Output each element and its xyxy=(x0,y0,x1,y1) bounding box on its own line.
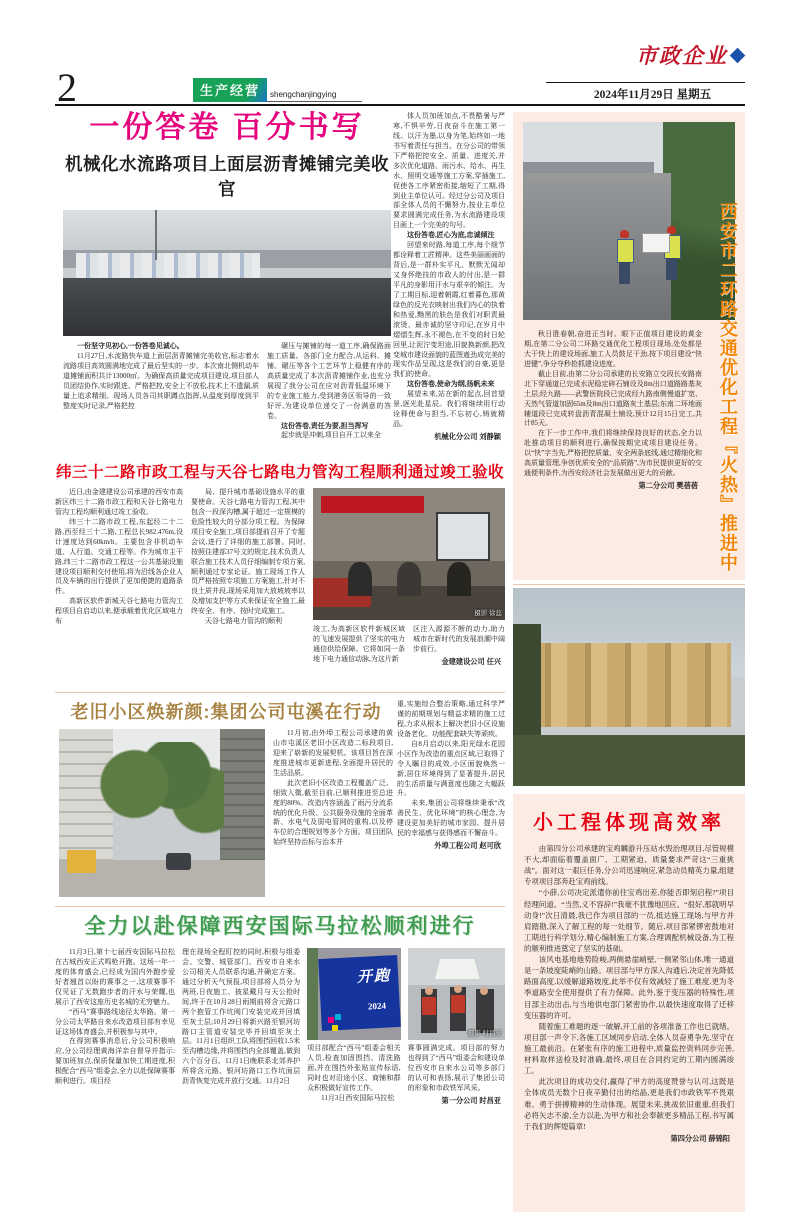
paragraph: 一份坚守见初心,一份答卷见诚心。 xyxy=(77,342,184,350)
article1-col3 xyxy=(393,112,505,460)
section-pinyin: shengchanjingying xyxy=(267,90,362,102)
paragraph: 此次老旧小区改造工程覆盖广泛、细致入微,截至目前,已顺利推进至总进度的80%。改造内容涵盖了雨污分流系统的优化升级、公共服务设施的全面革新、水电气及弱电管网的重构,以及停车位的合理规划等多个方面。项目团队始终坚持治标与治本并 xyxy=(273,778,393,847)
photo-person xyxy=(447,562,471,596)
paragraph: 区注入源源不断的动力,助力城市在新时代的发展浪潮中阔步前行。 xyxy=(413,625,505,653)
paragraph: 自8月启动以来,阳光绿水花园小区作为改造的重点区域,已取得了令人瞩目的成效,小区面貌焕然一新,居住环境得到了显著提升,居民的生活质量与满意度也随之大幅跃升。 xyxy=(397,739,505,798)
article-ring-road xyxy=(513,112,745,580)
article6-byline: 第四分公司 薛锦阳 xyxy=(670,1133,730,1143)
article3-columns xyxy=(55,488,505,686)
photo-green-hill xyxy=(513,735,745,786)
paragraph: 展望未来,站在新的起点,回首望景,逐光赴星辰。我们将继续用行动诠释使命与担当,不忘初心,铸就精品。 xyxy=(393,390,505,429)
article1-subtitle: 机械化水流路项目上面层沥青摊铺完美收官 xyxy=(65,154,389,199)
billboard-year: 2024 xyxy=(367,1000,386,1012)
photo-credit: 摄影 时昌亚 xyxy=(467,1030,502,1037)
article5-byline: 第一分公司 时昌亚 xyxy=(441,1095,501,1105)
paragraph: 秋日胜春朝,奋进正当时。眼下正值项目建设的黄金期,在第二分公司二环路交通优化工程项目现场,处处都是大干快上的建设场面,施工人员鼓足干劲,按下项目建设“快进键”,争分夺秒抢抓建设进度。 xyxy=(524,330,702,368)
photo-trees xyxy=(96,742,224,846)
photo-golden-buildings xyxy=(527,643,731,726)
paragraph: 天谷七路电力管沟的顺利 xyxy=(205,617,282,626)
paragraph: “小薛,公司决定派遣你前往宝鸡出差,你能否即刻启程?”项目经理问道。“当然,义不容辞!”我毫不犹豫地回应。“很好,那就明早动身!”次日清晨,我已作为项目部的一员,抵达施工现场,与甲方并肩踏勘,深入了解工程的每一处细节。随后,项目部紧锣密鼓地对工期进行科学划分,精心编制施工方案,合理调配机械设备,为工程的顺利推进奠定了坚实的基础。 xyxy=(524,888,734,953)
article1-left-zone xyxy=(63,110,391,494)
article5-title: 全力以赴保障西安国际马拉松顺利进行 xyxy=(84,915,476,938)
article3-col3 xyxy=(313,625,405,683)
residential-photo xyxy=(59,729,265,897)
article5-col4-text xyxy=(408,1044,505,1106)
article3-right-zone xyxy=(313,488,505,686)
paragraph: 11月初,由外埠工程公司承建的黄山市屯溪区老旧小区改造二标段项目,迎来了崭新的发展契机。该项目旨在深度推进城市更新进程,全面提升居民的生活品质。 xyxy=(273,729,393,777)
photo-person-red-vest xyxy=(450,987,466,1031)
article5-col1 xyxy=(55,948,175,1200)
page-number: 2 xyxy=(57,65,77,110)
paragraph: 项目部配合“西马”组委会相关人员,检查加固围挡、清洗路面,并在围挡外张贴宣传标语,同时也对沿途小区、商铺和群众积极做好宣传工作。 xyxy=(307,1044,401,1092)
article2-byline: 第二分公司 樊蓓蓓 xyxy=(638,481,698,491)
billboard-text: 开跑 xyxy=(356,967,392,986)
article1-title: 一份答卷 百分书写 xyxy=(89,111,365,144)
volunteers-photo xyxy=(408,948,505,1040)
paragraph: 在得到赛事消息后,分公司积极响应,分公司经理黄海洋亲自督导并指示:要加班加点,保质保量加快工期进度,积极配合“西马”组委会,全力以赴保障赛事顺利进行。项目经 xyxy=(55,1037,176,1086)
worker-figure xyxy=(616,238,633,284)
article3-col2 xyxy=(191,488,305,686)
paragraph: 未来,集团公司将继续秉承“改善民生、优化环境”的核心理念,为建设更加美好的城市家园、提升居民的幸福感与获得感而不懈奋斗。 xyxy=(397,799,505,838)
paragraph: 这份答卷,责任为要,担当挥写 xyxy=(281,421,369,430)
article6-body xyxy=(524,843,734,1145)
article4-columns xyxy=(59,729,393,899)
photo-person xyxy=(476,989,494,1033)
article5-col4 xyxy=(408,948,505,1200)
article4-byline: 外埠工程公司 赵可欣 xyxy=(434,841,501,851)
paragraph: 重,实施综合整治策略,通过科学严谨的前期规划与精益求精的施工过程,力求从根本上解决老旧小区设施设备老化、功能配套缺失等顽疾。 xyxy=(397,700,505,738)
article4-left-zone xyxy=(59,698,393,899)
paragraph: 局、提升城市基础设施水平的重要使命。天谷七路电力管沟工程,其中包含一段深沟槽,属于超过一定规模的危险性较大的分部分项工程。为保障项目安全施工,项目部提前召开了专题会议,进行了详细的施工部署。同时,按照住建部37号文的规定,技术负责人联合施工技术人员仔细编制专项方案,顺利通过专家论证。施工现场工作人员严格按照专项施工方案施工,针对不良土质井段,现场采用加大放坡坡率以及增加支护等方式来保证安全施工,最终安全、有序、按时完成施工。 xyxy=(191,488,305,616)
substation-buildings-photo xyxy=(513,588,745,786)
project-signboard xyxy=(642,233,670,253)
article-completion-acceptance xyxy=(55,460,505,690)
article3-byline: 金建建设公司 任兴 xyxy=(441,656,501,666)
billboard-decor xyxy=(332,1025,338,1031)
article4-title: 老旧小区焕新颜:集团公司屯溪在行动 xyxy=(70,702,382,722)
paragraph: 体人员加班加点,不畏酷暑与严寒,不惧辛劳,日夜奋斗在施工第一线。以汗为墨,以身为笔,始终如一地书写着责任与担当。在分公司的带领下严格把控安全、质量、进度关,并多次优化道路、雨污水、给水、再生水、照明交通等施工方案,穿插施工,促使各工序紧密衔接,缩短了工期,得到业主单位认可。经过分公司及项目部全体人员的不懈努力,按业主单位要求圆满完成任务,为水流路建设项目画上一个完美的句号。 xyxy=(393,112,505,230)
photo-projector-screen xyxy=(436,512,490,561)
page-header xyxy=(55,44,745,110)
paragraph: 回望来时路,每道工序,每个细节都诠释着工匠精神。这些美丽画面的背后,是一群朴实平凡、默默无闻却又身怀绝技的市政人的付出,是一群平凡的身影用汗水与艰辛的倾注。为了工期目标,迎着朝霞,红着暮色,那黄绿色的反光衣映射出我们内心的执着和热爱,黝黑的肤色是我们对职责最滚烫、最赤诚的坚守印记,在岁月中熠熠生辉,永不褪色,在不变的时日轮回里,让泥泞变坦途,旧貌换新颜,把改变城市建设面貌的蓝图遒劲成完美的现实作品呈现,这是我们的自豪,更是我们的使命。 xyxy=(393,241,505,379)
paragraph: “西马”赛事路线途径太华路。第一分公司太华路自来水改造项目部有幸见证这场体育盛会,并积极参与其中。 xyxy=(55,1007,176,1036)
article3-col4 xyxy=(413,625,505,683)
masthead-diamond-icon xyxy=(730,48,746,64)
masthead-title: 市政企业 xyxy=(636,44,728,68)
article5-col3-text xyxy=(307,1044,400,1104)
photo-person-red-vest xyxy=(421,989,437,1033)
paragraph: 碾压与摊铺的每一道工序,确保路面施工质量。各部门全力配合,从运料、摊铺、碾压等各个工艺环节上稳健有序的高质量完成了本次沥青摊铺作业,也充分展现了我分公司在应对沥青低温环境下的专业施工能力,受到港务区领导的一致好评,为建设单位递交了一份满意的答卷。 xyxy=(267,342,391,420)
photo-building-right xyxy=(220,729,265,867)
section-badge: 生产经营 xyxy=(193,78,267,102)
paragraph: 由第四分公司承建的宝鸡麟游升压站水毁治理项目,尽管规模不大,却面临着覆盖面广、工期紧迫、质量要求严苛这“三重挑战”。面对这一艰巨任务,分公司迅速响应,紧急动员精英力量,组建专项项目部奔赴宝鸡前线。 xyxy=(524,844,734,887)
workers-photo xyxy=(523,122,735,320)
paragraph: 这份答卷,使命为纲,扬帆未来 xyxy=(407,380,495,389)
photo-person xyxy=(348,562,372,596)
paragraph: 理在现场全程盯控的同时,积极与组委会、交警、城管部门、西安市自来水公司相关人员联系沟通,并确定方案。通过分析天气预报,项目部将人员分为两班,日夜施工、披星戴月与天公抢时间,终于在10月28日雨期前将含元路口两个抱管工作坑阀门安装完成并回填至灰土层;10月29日将新兴路至银河坊路口主管道安装完毕并回填至灰土层。11月1日组织工队将围挡回收1.5米至沟槽边缘,并将围挡内全部覆盖,做到六个百分百。11月1日晚联系北郊养护所将含元路、银河坊路口工作坑面层沥青恢复完成并放行交通。11月2日 xyxy=(182,948,301,1086)
article5-col2 xyxy=(182,948,300,1200)
article3-title: 纬三十二路市政工程与天谷七路电力管沟工程顺利通过竣工验收 xyxy=(55,464,504,481)
article4-col2 xyxy=(273,729,393,899)
article2-body xyxy=(524,330,702,491)
paragraph: 11月3日,第十七届西安国际马拉松在古城西安正式鸣枪开跑。这场一年一度的体育盛会,已经成为国内外跑步爱好者翘首以盼的赛事之一,这项赛事不仅见证了无数跑步者的汗水与荣耀,也展示了西安这座历史名城的无穷魅力。 xyxy=(55,948,176,1006)
photo-pole xyxy=(155,210,157,260)
marathon-billboard-photo xyxy=(307,948,400,1040)
article5-col3 xyxy=(307,948,400,1200)
article-old-community-renewal xyxy=(55,698,505,904)
photo-material-stacks xyxy=(76,253,260,281)
paragraph: 近日,由金建建设公司承建的西安市高新区纬三十二路市政工程和天谷七路电力管沟工程均顺利通过竣工验收。 xyxy=(55,488,183,516)
article6-title: 小工程体现高效率 xyxy=(533,812,725,834)
paragraph: 11月27日,水流路快车道上面层沥青摊铺完美收官,标志着水流路项目高效圆满地完成了最后坚实的一步。本次南北侧机动车道摊铺面积共计13000㎡。为确保高质量完成项目建设,项目部人员团结协作,实时跟进、严格把控,安全上不放松,技术上不遗漏,质量上追求精细。现场人员各司其职蹲点指挥,从温度到厚度到平整度实时记录,严格把控 xyxy=(63,351,259,410)
billboard-decor xyxy=(335,1014,341,1020)
section-divider xyxy=(55,906,505,907)
photo-tent xyxy=(435,959,480,979)
article3-col1 xyxy=(55,488,183,686)
photo-car xyxy=(166,853,191,870)
article5-columns xyxy=(55,948,505,1200)
paragraph: 赛事圆满完成。项目部的努力也得到了“西马”组委会和建设单位西安市自来水公司等多部门的认可和表扬,展示了集团公司的形象和市政铁军风采。 xyxy=(407,1044,505,1092)
paragraph: 11月3日西安国际马拉松 xyxy=(321,1093,395,1102)
road-paving-photo xyxy=(63,210,391,336)
paragraph: 高新区软件新城天谷七路电力管沟工程项目自启动以来,便承载着优化区域电力布 xyxy=(55,597,183,626)
section-divider xyxy=(513,584,745,585)
article1-byline: 机械化分公司 刘静颖 xyxy=(434,432,501,441)
paragraph: 在下一步工作中,我们将继续保持良好的状态,全力以赴推动项目的顺利进行,确保按期完成项目建设任务。以“快”字当先,严格把控质量、安全两条底线,通过精细化和高质量管理,争创优质安全的“品质路”,为市民提供更好的交通便利条件,为西安经济社会发展做出更大的贡献。 xyxy=(524,429,702,478)
article-asphalt-answer xyxy=(55,110,505,460)
paragraph: 随着施工难题的逐一破解,开工前的各项准备工作也已就绪。项目部一声令下,各施工区域同步启动,全体人员奋勇争先,坚守在施工最前沿。在紧张有序的施工进程中,质量监控资料同步完善,材料取样送检及时准确,最终,项目在合同约定的工期内圆满竣工。 xyxy=(524,1021,734,1076)
photo-asphalt xyxy=(63,278,391,336)
section-badge-group xyxy=(193,78,362,102)
photo-yellow-truck xyxy=(67,850,96,874)
paragraph: 竣工,为高新区软件新城区域的飞速发展提供了坚实的电力通信供给保障。它将如同一条地下电力通信动脉,为这片新 xyxy=(313,625,405,663)
billboard-decor xyxy=(328,1017,334,1023)
photo-credit: 摄影 徐蕊 xyxy=(474,610,502,617)
paragraph: 此次项目的成功交付,赢得了甲方的高度赞誉与认可,这既是全体成员无数个日夜辛勤付出的结晶,更是我们市政铁军不畏艰难、勇于拼搏精神的生动体现。展望未来,挑战依旧重重,但我们必将矢志不渝,全力以赴,为甲方和社会奉献更多精品工程,书写属于我们的辉煌篇章! xyxy=(524,1077,734,1131)
photo-dark-trees xyxy=(513,624,541,743)
article-small-project-efficiency xyxy=(513,794,745,1212)
article-marathon xyxy=(55,910,505,1212)
paragraph: 起步就是冲刺,项目自开工以来全 xyxy=(281,431,381,440)
article3-lower-columns xyxy=(313,625,505,683)
meeting-photo xyxy=(313,488,505,620)
photo-fence xyxy=(307,948,318,1040)
paragraph: 该风电基地地势险峻,两侧悬崖峭壁,一侧紧邻山体,唯一通道是一条坡度陡峭的山路。项目部与甲方深入沟通后,决定首先降低路面高度,以缓解道路坡度,此举不仅有效减轻了施工难度,更为冬季道路安全使用提供了有力保障。此外,鉴于变压器的特殊性,项目部主动出击,与当地供电部门紧密协作,以最快速度取得了迁移变压器的许可。 xyxy=(524,955,734,1020)
article2-vertical-title: 西安市二环路交通优化工程『火热』推进中 xyxy=(718,202,738,573)
masthead xyxy=(636,40,745,70)
section-divider xyxy=(55,692,505,693)
paragraph: 纬三十二路市政工程,东起经二十二路,西至经三十二路,工程总长982.476m,设计速度达到60km/h。主要包含非机动车道、人行道、交通工程等。作为城市主干路,纬三十二路市政工程这一公共基础设施建设项目顺利交付使用,将为沿线各企业人员及车辆的出行提供了更加便捷的道路条件。 xyxy=(55,517,183,596)
paragraph: 截止目前,由第二分公司承建的长安路立交段长安路南北下穿通道已完成水泥稳定碎石铺设及8m出口道路路基灰土层;经九路——武警医院段已完成经九路南侧慢道扩宽、天然气管道加固65m及8m出口道路灰土基层;东南二环地面辅道段已完成转盘沥青混凝土铺设,预计12月15日完工,共计85天。 xyxy=(524,369,702,428)
photo-person xyxy=(397,562,421,596)
paragraph: 这份答卷,匠心为底,忠诚倾注 xyxy=(407,231,495,240)
article4-col3 xyxy=(397,700,505,902)
photo-red-banner xyxy=(321,496,425,513)
dateline: 2024年11月29日 星期五 xyxy=(546,82,745,104)
